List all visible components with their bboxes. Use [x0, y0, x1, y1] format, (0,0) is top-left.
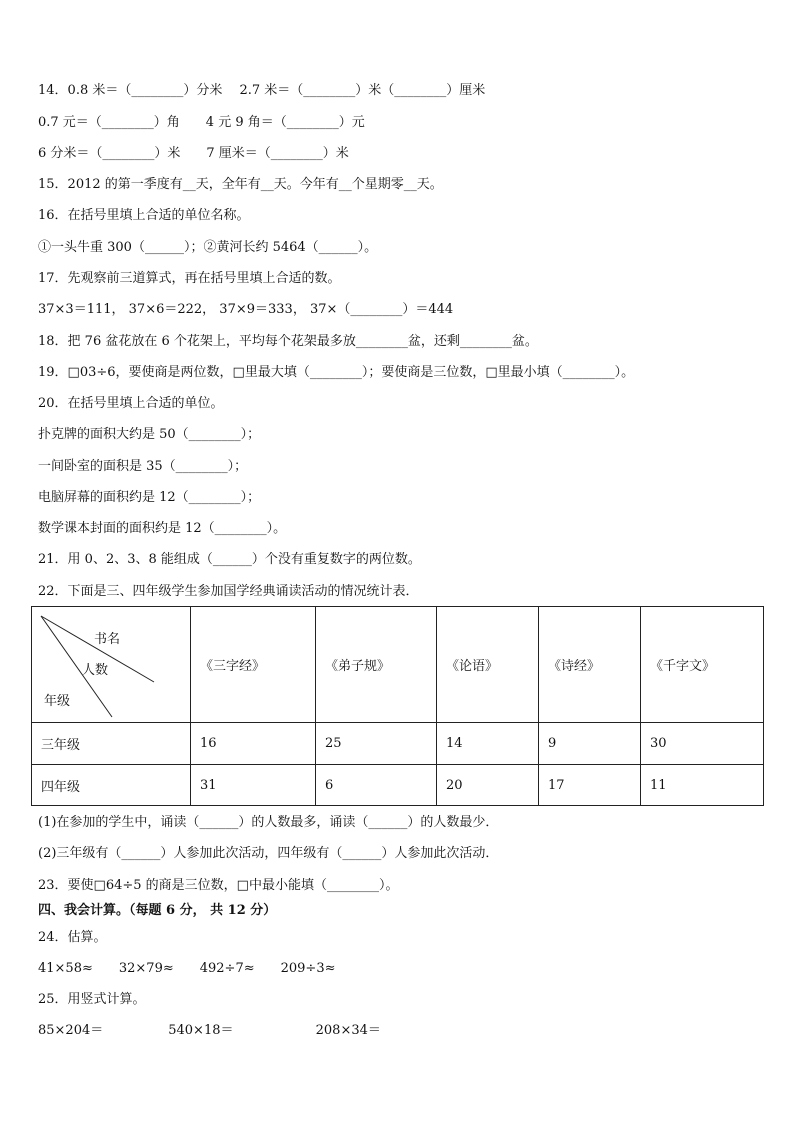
table-cell: 25: [316, 723, 437, 765]
q20: 20．在括号里填上合适的单位。: [38, 396, 224, 411]
q16: 16．在括号里填上合适的单位名称。: [38, 208, 250, 223]
table-corner-cell: [32, 607, 191, 723]
table-cell: 20: [437, 765, 539, 806]
q14-line-1: 14．0.8 米＝（________）分米 2.7 米＝（________）米（________）厘米: [38, 83, 486, 98]
q20-item-4: 数学课本封面的面积约是 12（________）。: [38, 521, 287, 536]
q17-equations: 37×3＝111， 37×6＝222， 37×9＝333， 37×（________）＝444: [38, 302, 454, 317]
corner-label-count: 人数: [82, 663, 109, 678]
table-row-label: 三年级: [32, 723, 191, 765]
q20-item-1: 扑克牌的面积大约是 50（________）；: [38, 427, 261, 442]
table-header-cell: 《诗经》: [539, 607, 641, 723]
q15: 15．2012 的第一季度有__天，全年有__天。今年有__个星期零__天。: [38, 177, 443, 192]
table-row: [32, 723, 764, 765]
q25: 25．用竖式计算。: [38, 992, 146, 1007]
table-header-cell: 《三字经》: [191, 607, 316, 723]
q25-calculations: 85×204＝ 540×18＝ 208×34＝: [38, 1023, 381, 1038]
table-row: [32, 765, 764, 806]
q14-line-3: 6 分米＝（________）米 7 厘米＝（________）米: [38, 146, 349, 161]
section-4-heading: 四、我会计算。（每题 6 分， 共 12 分）: [38, 903, 277, 918]
q14-line-2: 0.7 元＝（________）角 4 元 9 角＝（________）元: [38, 115, 365, 130]
q20-item-2: 一间卧室的面积是 35（________）；: [38, 459, 248, 474]
q22: 22．下面是三、四年级学生参加国学经典诵读活动的情况统计表．: [38, 584, 419, 599]
table-cell: 17: [539, 765, 641, 806]
q17: 17．先观察前三道算式，再在括号里填上合适的数。: [38, 271, 341, 286]
table-cell: 9: [539, 723, 641, 765]
table-header-row: [32, 607, 764, 723]
q24-estimates: 41×58≈ 32×79≈ 492÷7≈ 209÷3≈: [38, 961, 336, 976]
table-cell: 16: [191, 723, 316, 765]
table-cell: 30: [641, 723, 764, 765]
table-header-cell: 《论语》: [437, 607, 539, 723]
q20-item-3: 电脑屏幕的面积约是 12（________）；: [38, 490, 261, 505]
table-cell: 6: [316, 765, 437, 806]
statistics-table: [31, 606, 764, 806]
q22-part-2: (2)三年级有（______）人参加此次活动，四年级有（______）人参加此次活动．: [38, 846, 499, 861]
q18: 18．把 76 盆花放在 6 个花架上，平均每个花架最多放________盆，还剩________盆。: [38, 334, 538, 349]
table-header-cell: 《弟子规》: [316, 607, 437, 723]
corner-label-grade: 年级: [44, 694, 71, 709]
table-cell: 14: [437, 723, 539, 765]
table-cell: 31: [191, 765, 316, 806]
q22-part-1: (1)在参加的学生中，诵读（______）的人数最多，诵读（______）的人数最少．: [38, 815, 499, 830]
corner-label-book: 书名: [94, 632, 121, 647]
q21: 21．用 0、2、3、8 能组成（______）个没有重复数字的两位数。: [38, 552, 421, 567]
q23: 23．要使□64÷5 的商是三位数，□中最小能填（________）。: [38, 878, 399, 893]
q16-items: ①一头牛重 300（______）；②黄河长约 5464（______）。: [38, 240, 378, 255]
table-row-label: 四年级: [32, 765, 191, 806]
q19: 19．□03÷6，要使商是两位数，□里最大填（________）；要使商是三位数，□里最小填（________）。: [38, 365, 635, 380]
table-header-cell: 《千字文》: [641, 607, 764, 723]
q24: 24．估算。: [38, 930, 107, 945]
table-cell: 11: [641, 765, 764, 806]
